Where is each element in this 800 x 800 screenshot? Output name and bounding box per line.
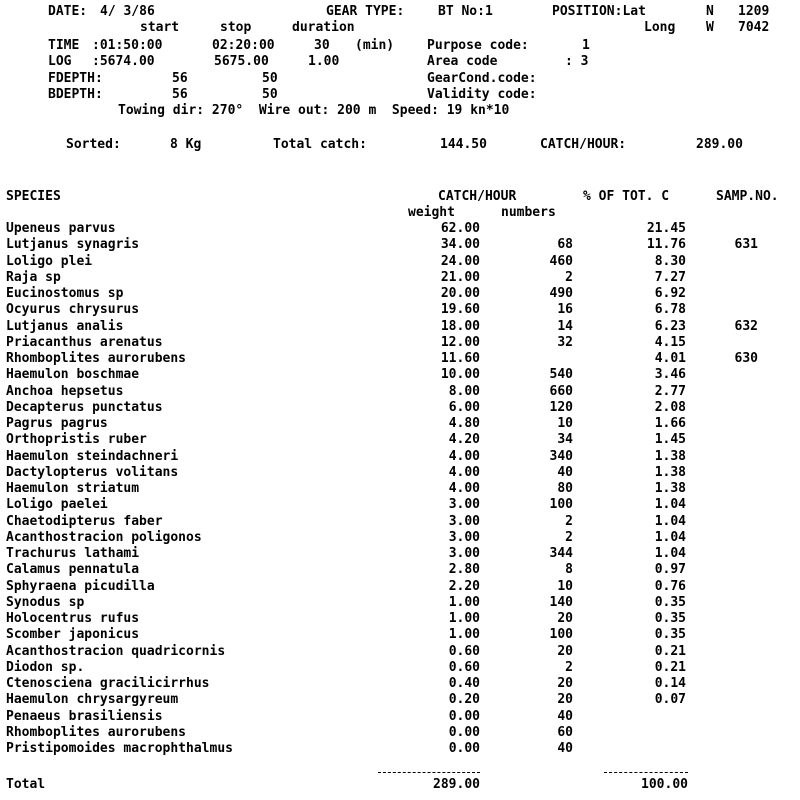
total-percent-rule bbox=[604, 772, 688, 773]
cell-species: Rhomboplites aurorubens bbox=[6, 725, 187, 740]
long-direction: W bbox=[706, 20, 714, 35]
cell-pct: 0.35 bbox=[654, 627, 686, 642]
cell-weight: 10.00 bbox=[440, 367, 480, 382]
bdepth-stop: 50 bbox=[262, 87, 278, 102]
cell-numbers: 20 bbox=[557, 692, 573, 707]
cell-species: Rhomboplites aurorubens bbox=[6, 351, 187, 366]
cell-numbers: 32 bbox=[557, 335, 573, 350]
cell-weight: 6.00 bbox=[448, 400, 480, 415]
cell-numbers: 2 bbox=[565, 514, 573, 529]
cell-species: Trachurus lathami bbox=[6, 546, 140, 561]
cell-weight: 0.20 bbox=[448, 692, 480, 707]
cell-numbers: 2 bbox=[565, 530, 573, 545]
weight-subheader: weight bbox=[408, 205, 455, 220]
cell-species: Diodon sp. bbox=[6, 660, 85, 675]
cell-weight: 1.00 bbox=[448, 595, 480, 610]
cell-numbers: 20 bbox=[557, 644, 573, 659]
bdepth-label: BDEPTH: bbox=[48, 87, 103, 102]
cell-numbers: 68 bbox=[557, 237, 573, 252]
cell-numbers: 34 bbox=[557, 432, 573, 447]
total-catch-value: 144.50 bbox=[440, 137, 487, 152]
log-label: LOG bbox=[48, 54, 72, 69]
cell-numbers: 2 bbox=[565, 270, 573, 285]
cell-pct: 0.35 bbox=[654, 595, 686, 610]
cell-species: Holocentrus rufus bbox=[6, 611, 140, 626]
cell-numbers: 344 bbox=[549, 546, 573, 561]
col-stop-header: stop bbox=[220, 20, 252, 35]
numbers-subheader: numbers bbox=[501, 205, 556, 220]
cell-pct: 0.21 bbox=[654, 660, 686, 675]
cell-weight: 12.00 bbox=[440, 335, 480, 350]
cell-weight: 1.00 bbox=[448, 627, 480, 642]
fdepth-stop: 50 bbox=[262, 71, 278, 86]
time-unit: (min) bbox=[355, 38, 395, 53]
cell-pct: 0.35 bbox=[654, 611, 686, 626]
sorted-value: 8 Kg bbox=[170, 137, 202, 152]
cell-species: Calamus pennatula bbox=[6, 562, 140, 577]
fdepth-start: 56 bbox=[172, 71, 188, 86]
cell-weight: 3.00 bbox=[448, 530, 480, 545]
time-start: :01:50:00 bbox=[92, 38, 163, 53]
cell-numbers: 460 bbox=[549, 254, 573, 269]
cell-pct: 1.66 bbox=[654, 416, 686, 431]
cell-weight: 4.80 bbox=[448, 416, 480, 431]
cell-pct: 1.38 bbox=[654, 481, 686, 496]
cell-species: Eucinostomus sp bbox=[6, 286, 124, 301]
species-column-header: SPECIES bbox=[6, 189, 61, 204]
purpose-code-value: 1 bbox=[582, 38, 590, 53]
cell-species: Raja sp bbox=[6, 270, 61, 285]
cell-weight: 4.20 bbox=[448, 432, 480, 447]
cell-numbers: 540 bbox=[549, 367, 573, 382]
cell-numbers: 40 bbox=[557, 741, 573, 756]
cell-pct: 0.97 bbox=[654, 562, 686, 577]
cell-weight: 0.40 bbox=[448, 676, 480, 691]
cell-pct: 1.45 bbox=[654, 432, 686, 447]
time-duration: 30 bbox=[314, 38, 330, 53]
cell-pct: 0.21 bbox=[654, 644, 686, 659]
cell-species: Loligo paelei bbox=[6, 497, 108, 512]
cell-numbers: 16 bbox=[557, 302, 573, 317]
lat-value: 1209 bbox=[738, 4, 770, 19]
cell-pct: 8.30 bbox=[654, 254, 686, 269]
fdepth-label: FDEPTH: bbox=[48, 71, 103, 86]
cell-species: Loligo plei bbox=[6, 254, 93, 269]
total-weight: 289.00 bbox=[433, 777, 480, 792]
bdepth-start: 56 bbox=[172, 87, 188, 102]
cell-pct: 7.27 bbox=[654, 270, 686, 285]
gear-type-value: BT No:1 bbox=[438, 4, 493, 19]
cell-pct: 1.04 bbox=[654, 546, 686, 561]
log-duration: 1.00 bbox=[308, 54, 340, 69]
cell-pct: 1.38 bbox=[654, 449, 686, 464]
cell-pct: 1.38 bbox=[654, 465, 686, 480]
purpose-code-label: Purpose code: bbox=[427, 38, 529, 53]
catch-hour-column-header: CATCH/HOUR bbox=[438, 189, 517, 204]
cell-species: Anchoa hepsetus bbox=[6, 384, 124, 399]
total-catch-label: Total catch: bbox=[273, 137, 367, 152]
position-label: POSITION:Lat bbox=[552, 4, 646, 19]
cell-numbers: 80 bbox=[557, 481, 573, 496]
cell-weight: 3.00 bbox=[448, 546, 480, 561]
long-label: Long bbox=[644, 20, 676, 35]
cell-weight: 0.60 bbox=[448, 644, 480, 659]
gear-type-label: GEAR TYPE: bbox=[326, 4, 405, 19]
area-code-label: Area code bbox=[427, 54, 498, 69]
cell-weight: 4.00 bbox=[448, 449, 480, 464]
total-row-label: Total bbox=[6, 777, 46, 792]
area-code-value: : 3 bbox=[565, 54, 589, 69]
cell-weight: 0.00 bbox=[448, 725, 480, 740]
cell-numbers: 100 bbox=[549, 627, 573, 642]
cell-pct: 2.08 bbox=[654, 400, 686, 415]
cell-pct: 21.45 bbox=[646, 221, 686, 236]
cell-numbers: 20 bbox=[557, 676, 573, 691]
cell-weight: 1.00 bbox=[448, 611, 480, 626]
catch-per-hour-label: CATCH/HOUR: bbox=[540, 137, 627, 152]
cell-species: Scomber japonicus bbox=[6, 627, 140, 642]
lat-direction: N bbox=[706, 4, 714, 19]
cell-pct: 1.04 bbox=[654, 514, 686, 529]
cell-weight: 0.60 bbox=[448, 660, 480, 675]
cell-weight: 20.00 bbox=[440, 286, 480, 301]
percent-total-column-header: % OF TOT. C bbox=[583, 189, 670, 204]
cell-species: Decapterus punctatus bbox=[6, 400, 163, 415]
cell-pct: 0.07 bbox=[654, 692, 686, 707]
cell-numbers: 490 bbox=[549, 286, 573, 301]
cell-species: Haemulon steindachneri bbox=[6, 449, 179, 464]
sample-number-column-header: SAMP.NO. bbox=[716, 189, 779, 204]
cell-species: Sphyraena picudilla bbox=[6, 579, 155, 594]
cell-samp: 630 bbox=[734, 351, 758, 366]
cell-weight: 0.00 bbox=[448, 741, 480, 756]
cell-weight: 34.00 bbox=[440, 237, 480, 252]
cell-numbers: 660 bbox=[549, 384, 573, 399]
cell-numbers: 20 bbox=[557, 611, 573, 626]
cell-pct: 6.78 bbox=[654, 302, 686, 317]
cell-numbers: 60 bbox=[557, 725, 573, 740]
log-stop: 5675.00 bbox=[214, 54, 269, 69]
cell-species: Haemulon striatum bbox=[6, 481, 140, 496]
cell-species: Acanthostracion quadricornis bbox=[6, 644, 226, 659]
cell-numbers: 140 bbox=[549, 595, 573, 610]
cell-species: Acanthostracion poligonos bbox=[6, 530, 202, 545]
cell-species: Dactylopterus volitans bbox=[6, 465, 179, 480]
cell-species: Penaeus brasiliensis bbox=[6, 709, 163, 724]
cell-weight: 62.00 bbox=[440, 221, 480, 236]
cell-numbers: 2 bbox=[565, 660, 573, 675]
cell-weight: 11.60 bbox=[440, 351, 480, 366]
cell-weight: 3.00 bbox=[448, 514, 480, 529]
cell-weight: 4.00 bbox=[448, 481, 480, 496]
cell-pct: 4.01 bbox=[654, 351, 686, 366]
cell-weight: 3.00 bbox=[448, 497, 480, 512]
cell-pct: 1.04 bbox=[654, 530, 686, 545]
cell-pct: 6.23 bbox=[654, 319, 686, 334]
cell-numbers: 40 bbox=[557, 709, 573, 724]
cell-numbers: 8 bbox=[565, 562, 573, 577]
catch-per-hour-value: 289.00 bbox=[696, 137, 743, 152]
cell-weight: 2.80 bbox=[448, 562, 480, 577]
cell-pct: 6.92 bbox=[654, 286, 686, 301]
cell-pct: 0.14 bbox=[654, 676, 686, 691]
cell-weight: 2.20 bbox=[448, 579, 480, 594]
total-weight-rule bbox=[378, 772, 480, 773]
cell-species: Pagrus pagrus bbox=[6, 416, 108, 431]
cell-numbers: 10 bbox=[557, 416, 573, 431]
cell-species: Haemulon boschmae bbox=[6, 367, 140, 382]
date-value: 4/ 3/86 bbox=[100, 4, 155, 19]
cell-weight: 21.00 bbox=[440, 270, 480, 285]
gearcond-code-label: GearCond.code: bbox=[427, 71, 537, 86]
cell-species: Lutjanus analis bbox=[6, 319, 124, 334]
long-value: 7042 bbox=[738, 20, 770, 35]
date-label: DATE: bbox=[48, 4, 88, 19]
cell-weight: 24.00 bbox=[440, 254, 480, 269]
cell-species: Priacanthus arenatus bbox=[6, 335, 163, 350]
cell-pct: 0.76 bbox=[654, 579, 686, 594]
cell-numbers: 10 bbox=[557, 579, 573, 594]
cell-numbers: 120 bbox=[549, 400, 573, 415]
cell-species: Lutjanus synagris bbox=[6, 237, 140, 252]
cell-species: Ctenosciena gracilicirrhus bbox=[6, 676, 210, 691]
cell-pct: 1.04 bbox=[654, 497, 686, 512]
cell-samp: 632 bbox=[734, 319, 758, 334]
cell-species: Pristipomoides macrophthalmus bbox=[6, 741, 233, 756]
cell-numbers: 100 bbox=[549, 497, 573, 512]
time-stop: 02:20:00 bbox=[212, 38, 275, 53]
cell-species: Haemulon chrysargyreum bbox=[6, 692, 179, 707]
validity-code-label: Validity code: bbox=[427, 87, 537, 102]
cell-species: Ocyurus chrysurus bbox=[6, 302, 140, 317]
cell-weight: 0.00 bbox=[448, 709, 480, 724]
cell-pct: 4.15 bbox=[654, 335, 686, 350]
cell-numbers: 14 bbox=[557, 319, 573, 334]
cell-weight: 19.60 bbox=[440, 302, 480, 317]
cell-pct: 2.77 bbox=[654, 384, 686, 399]
cell-samp: 631 bbox=[734, 237, 758, 252]
cell-weight: 18.00 bbox=[440, 319, 480, 334]
cell-weight: 4.00 bbox=[448, 465, 480, 480]
cell-pct: 3.46 bbox=[654, 367, 686, 382]
cell-pct: 11.76 bbox=[646, 237, 686, 252]
cell-numbers: 340 bbox=[549, 449, 573, 464]
cell-species: Synodus sp bbox=[6, 595, 85, 610]
cell-species: Upeneus parvus bbox=[6, 221, 116, 236]
cell-weight: 8.00 bbox=[448, 384, 480, 399]
total-percent: 100.00 bbox=[641, 777, 688, 792]
cell-species: Orthopristis ruber bbox=[6, 432, 147, 447]
time-label: TIME bbox=[48, 38, 80, 53]
sorted-label: Sorted: bbox=[66, 137, 121, 152]
col-start-header: start bbox=[140, 20, 180, 35]
log-start: :5674.00 bbox=[92, 54, 155, 69]
col-duration-header: duration bbox=[292, 20, 355, 35]
cell-species: Chaetodipterus faber bbox=[6, 514, 163, 529]
towing-line: Towing dir: 270° Wire out: 200 m Speed: 19 kn*10 bbox=[118, 103, 510, 118]
cell-numbers: 40 bbox=[557, 465, 573, 480]
